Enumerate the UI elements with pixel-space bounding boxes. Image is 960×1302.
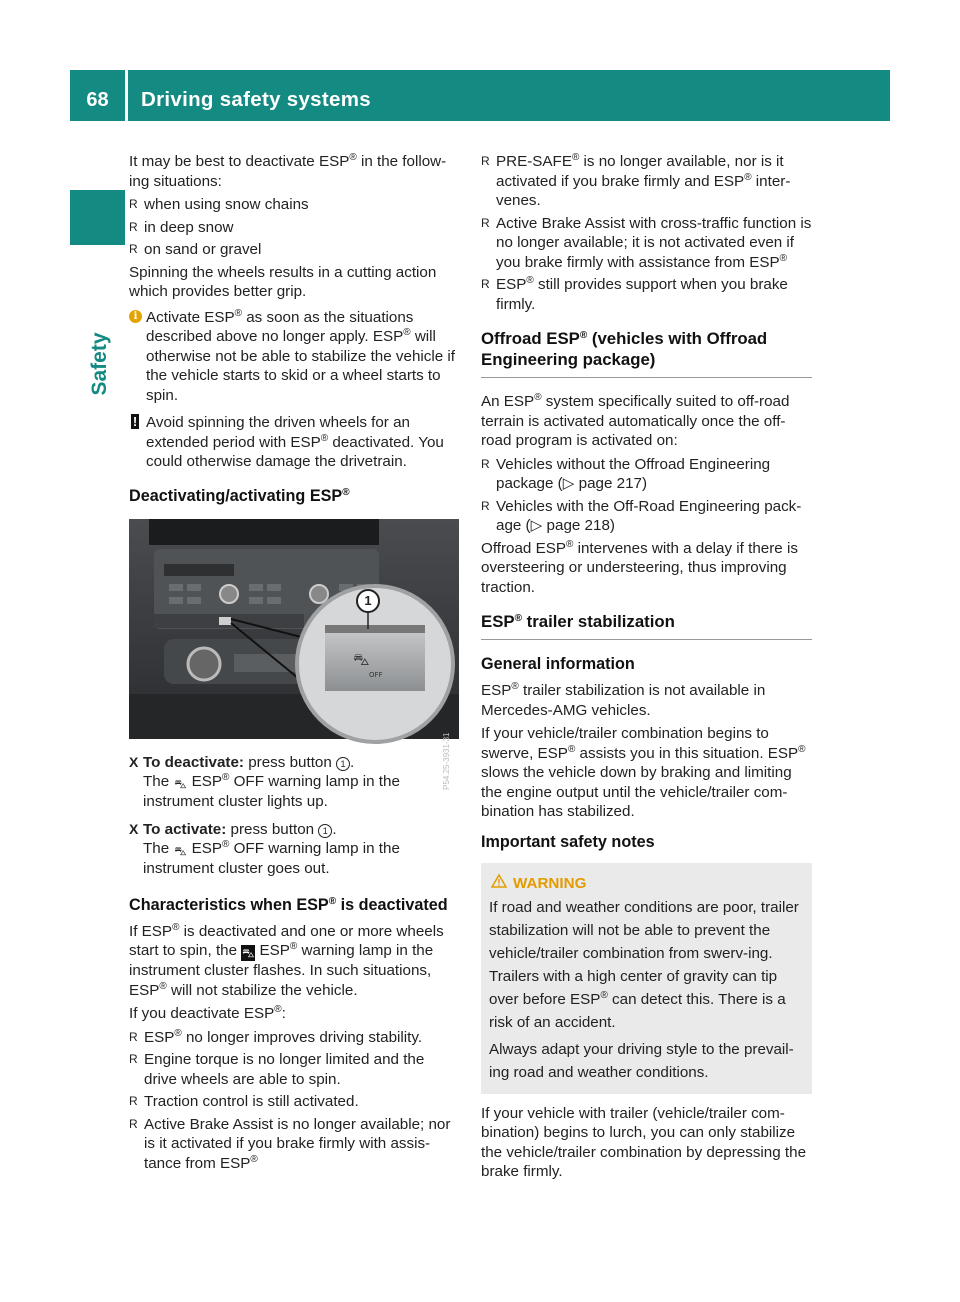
final-paragraph: If your vehicle with trailer (vehicle/trailer com-bination) begins to lurch, you can only stabilize the vehicle/trailer combination by depressing the brake firmly. (481, 1104, 807, 1180)
section-tab-marker (70, 190, 125, 245)
page-reference-link[interactable]: page 218 (546, 517, 610, 534)
page-reference-link[interactable]: page 217 (578, 475, 642, 492)
right-column (481, 152, 812, 1186)
esp-off-lamp-icon: ⛍ (174, 844, 187, 858)
page-header (70, 70, 890, 121)
list-item: R Active Brake Assist is no longer available; nor is it activated if you brake firmly with assis-tance from ESP® (129, 1115, 451, 1172)
section-label: Safety (88, 332, 111, 396)
warning-text-2: Always adapt your driving style to the prevail-ing road and weather conditions. (489, 1040, 794, 1081)
list-item: R ESP® no longer improves driving stability. (129, 1027, 423, 1046)
warning-triangle-icon (491, 872, 507, 895)
list-item: R when using snow chains (129, 196, 309, 213)
list-item: R on sand or gravel (129, 241, 262, 258)
intro-paragraph: It may be best to deactivate ESP® in the follow-ing situations: (129, 152, 447, 190)
list-item: R Vehicles with the Off-Road Engineering pack-age (▷ page 218) (481, 497, 802, 534)
list-item: R Vehicles without the Offroad Engineering package (▷ page 217) (481, 455, 771, 492)
warning-text-1: If road and weather conditions are poor, trailer stabilization will not be able to prevent the vehicle/trailer combination from swerv-ing. Trailers with a high center of gravity can tip over before ESP® can detect this. There is a risk of an accident. (489, 898, 799, 1031)
heading-offroad-esp: Offroad ESP® (vehicles with Offroad Engineering package) (481, 328, 812, 378)
header-divider (125, 70, 128, 121)
callout-number: 1 (356, 589, 380, 613)
heading-safety-notes: Important safety notes (481, 832, 655, 851)
svg-text:⛍: ⛍ (353, 649, 370, 669)
warning-box (481, 863, 812, 1094)
heading-characteristics: Characteristics when ESP® is deactivated (129, 895, 448, 914)
heading-general-information: General information (481, 655, 635, 673)
offroad-paragraph: An ESP® system specifically suited to off-road terrain is activated automatically once the off-road program is activated on: (481, 392, 790, 449)
spinning-paragraph: Spinning the wheels results in a cutting action which provides better grip. (129, 263, 437, 300)
page-number: 68 (86, 89, 109, 111)
exclamation-icon: ! (132, 414, 138, 429)
warning-header: WARNING (489, 872, 804, 895)
list-item: R Engine torque is no longer limited and the drive wheels are able to spin. (129, 1051, 425, 1088)
general-paragraph-2: If your vehicle/trailer combination begins to swerve, ESP® assists you in this situation. ESP® slows the vehicle down by braking and limiting the engine output until the vehicle/trailer com-bination has stabilized. (481, 725, 806, 820)
list-item: R ESP® still provides support when you brake firmly. (481, 275, 788, 313)
characteristics-paragraph: If ESP® is deactivated and one or more wheels start to spin, the ⛍ ESP® warning lamp in the instrument cluster flashes. In such situations, ESP® will not stabilize the vehicle. (129, 921, 444, 999)
if-deactivate-paragraph: If you deactivate ESP®: (129, 1004, 286, 1022)
list-item: R in deep snow (129, 218, 234, 236)
step-activate: X To activate: press button 1 . The ⛍ ESP® OFF warning lamp in the instrument cluster goes out. (129, 820, 400, 877)
photo-code: P54.25-3931-31 (441, 732, 451, 790)
esp-warning-lamp-icon: ⛍ (242, 946, 255, 960)
offroad-intervenes-paragraph: Offroad ESP® intervenes with a delay if there is oversteering or understeering, thus improving traction. (481, 538, 798, 596)
esp-off-lamp-icon: ⛍ (174, 777, 187, 791)
info-note: i Activate ESP® as soon as the situations described above no longer apply. ESP® will otherwise not be able to stabilize the vehicle if the vehicle starts to skid or a wheel starts to spin. (129, 308, 459, 406)
list-item: R PRE-SAFE® is no longer available, nor is it activated if you brake firmly and ESP® inter-venes. (481, 152, 791, 209)
header-title: Driving safety systems (141, 88, 371, 111)
left-column (129, 152, 459, 1176)
center-console-illustration (129, 519, 459, 739)
list-item: R Traction control is still activated. (129, 1093, 359, 1110)
list-item: R Active Brake Assist with cross-traffic function is no longer available; it is not activated even if you brake firmly with assistance from ESP® (481, 214, 812, 271)
svg-text:OFF: OFF (369, 670, 383, 679)
info-icon: i (129, 310, 142, 323)
caution-note: ! Avoid spinning the driven wheels for an extended period with ESP® deactivated. You could otherwise damage the drivetrain. (132, 414, 444, 470)
heading-deactivating: Deactivating/activating ESP® (129, 486, 350, 505)
general-paragraph-1: ESP® trailer stabilization is not available in Mercedes-AMG vehicles. (481, 681, 766, 719)
step-deactivate: X To deactivate: press button 1 . The ⛍ ESP® OFF warning lamp in the instrument cluster lights up. (129, 753, 400, 810)
heading-trailer-stabilization: ESP® trailer stabilization (481, 611, 812, 640)
